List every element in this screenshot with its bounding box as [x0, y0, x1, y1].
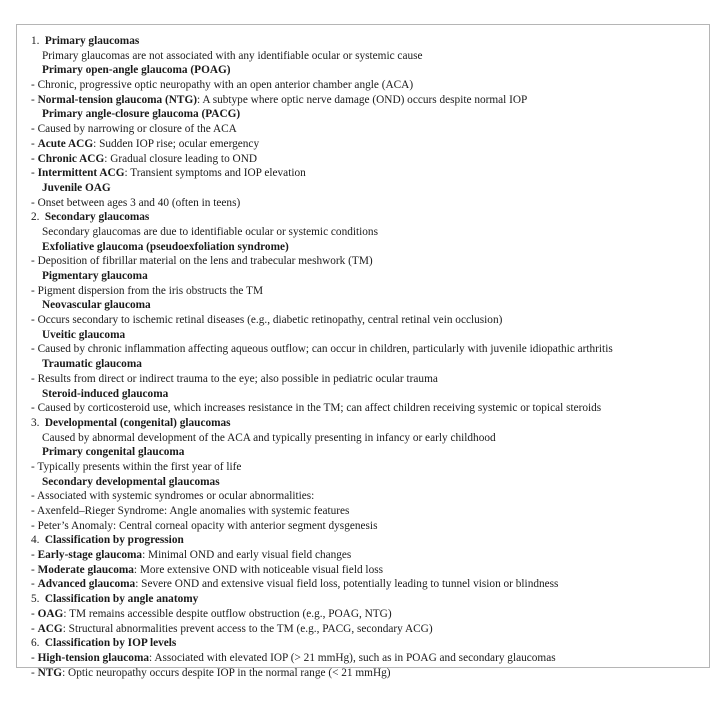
section-title: Classification by IOP levels	[44, 637, 177, 650]
list-item: - Chronic ACG: Gradual closure leading to OND	[31, 152, 258, 165]
item-term: Moderate glaucoma	[37, 563, 134, 576]
list-item: - Typically presents within the first year of life	[31, 460, 242, 473]
item-text: : Associated with elevated IOP (> 21 mmHg), such as in POAG and secondary glaucomas	[149, 651, 556, 664]
section-number: 1.	[31, 35, 40, 47]
item-term: Advanced glaucoma	[37, 578, 136, 591]
list-item: - Caused by corticosteroid use, which increases resistance in the TM; can affect children receiving systemic or topical steroids	[31, 402, 602, 415]
subheading: Uveitic glaucoma	[42, 328, 126, 341]
section-heading	[31, 636, 707, 651]
item-text: : TM remains accessible despite outflow obstruction (e.g., POAG, NTG)	[63, 607, 392, 620]
list-item: - Chronic, progressive optic neuropathy with an open anterior chamber angle (ACA)	[31, 79, 414, 92]
list-item: - OAG: TM remains accessible despite outflow obstruction (e.g., POAG, NTG)	[31, 607, 392, 620]
subheading: Primary open-angle glaucoma (POAG)	[42, 64, 231, 77]
section-title: Developmental (congenital) glaucomas	[44, 416, 231, 429]
list-item: - NTG: Optic neuropathy occurs despite IOP in the normal range (< 21 mmHg)	[31, 666, 391, 679]
list-item: - Deposition of fibrillar material on the lens and trabecular meshwork (TM)	[31, 255, 373, 268]
section-title: Secondary glaucomas	[44, 211, 150, 224]
subheading: Pigmentary glaucoma	[42, 270, 148, 282]
list-item: - Caused by chronic inflammation affecting aqueous outflow; can occur in children, particularly with juvenile idiopathic arthritis	[31, 343, 613, 356]
item-term: Chronic ACG	[37, 152, 105, 165]
list-item: - Caused by narrowing or closure of the ACA	[31, 123, 237, 136]
section-number: 2.	[31, 211, 40, 224]
section-description: Caused by abnormal development of the ACA and typically presenting in infancy or early childhood	[42, 431, 496, 444]
list-item: - Normal-tension glaucoma (NTG): A subtype where optic nerve damage (OND) occurs despite normal IOP	[31, 93, 528, 106]
item-text: : Minimal OND and early visual field changes	[142, 549, 352, 562]
item-term: Normal-tension glaucoma (NTG)	[37, 93, 197, 106]
subheading: Juvenile OAG	[42, 181, 111, 194]
item-term: Acute ACG	[37, 137, 94, 150]
subheading: Traumatic glaucoma	[42, 358, 142, 371]
subheading: Neovascular glaucoma	[42, 299, 151, 312]
section-number: 6.	[31, 637, 40, 650]
section-heading	[31, 34, 707, 49]
item-text: Deposition of fibrillar material on the lens and trabecular meshwork (TM)	[37, 255, 373, 268]
item-text: Caused by narrowing or closure of the ACA	[37, 123, 237, 136]
list-item: - ACG: Structural abnormalities prevent access to the TM (e.g., PACG, secondary ACG)	[31, 622, 433, 635]
list-item: - High-tension glaucoma: Associated with elevated IOP (> 21 mmHg), such as in POAG and secondary glaucomas	[31, 651, 556, 664]
item-text: : Optic neuropathy occurs despite IOP in the normal range (< 21 mmHg)	[62, 666, 391, 679]
item-text: : Severe OND and extensive visual field loss, potentially leading to tunnel vision or blindness	[135, 578, 559, 591]
subheading: Steroid-induced glaucoma	[42, 387, 169, 400]
section-description: Secondary glaucomas are due to identifiable ocular or systemic conditions	[42, 225, 378, 238]
item-text: Caused by corticosteroid use, which increases resistance in the TM; can affect children receiving systemic or topical steroids	[37, 402, 602, 415]
item-text: Results from direct or indirect trauma to the eye; also possible in pediatric ocular trauma	[37, 372, 438, 385]
item-text: Peter’s Anomaly: Central corneal opacity with anterior segment dysgenesis	[37, 519, 378, 532]
item-text: Occurs secondary to ischemic retinal diseases (e.g., diabetic retinopathy, central retinal vein occlusion)	[37, 314, 503, 327]
item-text: : More extensive OND with noticeable visual field loss	[133, 563, 384, 576]
list-item: - Pigment dispersion from the iris obstructs the TM	[31, 284, 263, 297]
subheading: Exfoliative glaucoma (pseudoexfoliation syndrome)	[42, 240, 289, 253]
item-text: Associated with systemic syndromes or ocular abnormalities:	[36, 490, 315, 503]
classification-box	[16, 24, 710, 679]
section-heading	[31, 533, 707, 548]
subheading: Primary congenital glaucoma	[42, 446, 185, 459]
section-number: 5.	[31, 593, 40, 606]
item-term: High-tension glaucoma	[37, 651, 150, 664]
section-title: Primary glaucomas	[44, 35, 140, 47]
item-text: Typically presents within the first year of life	[37, 460, 242, 473]
item-text: : A subtype where optic nerve damage (OND) occurs despite normal IOP	[197, 93, 528, 106]
item-text: : Structural abnormalities prevent access to the TM (e.g., PACG, secondary ACG)	[62, 622, 433, 635]
list-item: - Onset between ages 3 and 40 (often in teens)	[31, 196, 241, 209]
list-item: - Axenfeld–Rieger Syndrome: Angle anomalies with systemic features	[31, 505, 350, 517]
list-item: - Peter’s Anomaly: Central corneal opacity with anterior segment dysgenesis	[31, 519, 378, 532]
list-item: - Acute ACG: Sudden IOP rise; ocular emergency	[31, 137, 260, 150]
item-term: OAG	[37, 607, 64, 620]
section-heading	[31, 592, 707, 607]
list-item: - Advanced glaucoma: Severe OND and extensive visual field loss, potentially leading to tunnel vision or blindness	[31, 578, 559, 591]
subheading: Secondary developmental glaucomas	[42, 475, 220, 488]
section-title: Classification by progression	[44, 534, 184, 547]
item-text: : Sudden IOP rise; ocular emergency	[93, 137, 260, 150]
item-text: Pigment dispersion from the iris obstructs the TM	[37, 284, 263, 297]
section-heading	[31, 416, 707, 431]
section-description: Primary glaucomas are not associated with any identifiable ocular or systemic cause	[42, 49, 423, 62]
list-item: - Occurs secondary to ischemic retinal diseases (e.g., diabetic retinopathy, central retinal vein occlusion)	[31, 314, 503, 327]
item-text: Axenfeld–Rieger Syndrome: Angle anomalies with systemic features	[36, 505, 350, 517]
section-number: 4.	[31, 534, 40, 547]
list-item: - Associated with systemic syndromes or ocular abnormalities:	[31, 490, 315, 503]
item-term: NTG	[37, 666, 63, 679]
item-term: Early-stage glaucoma	[37, 549, 143, 562]
list-item: - Moderate glaucoma: More extensive OND with noticeable visual field loss	[31, 563, 384, 576]
section-heading	[31, 210, 707, 225]
list-item: - Results from direct or indirect trauma to the eye; also possible in pediatric ocular trauma	[31, 372, 438, 385]
item-term: ACG	[37, 622, 63, 635]
classification-list	[31, 34, 707, 680]
item-text: Chronic, progressive optic neuropathy with an open anterior chamber angle (ACA)	[37, 79, 414, 92]
item-text: Caused by chronic inflammation affecting aqueous outflow; can occur in children, particularly with juvenile idiopathic arthritis	[37, 343, 613, 356]
subheading: Primary angle-closure glaucoma (PACG)	[42, 108, 241, 121]
item-text: : Transient symptoms and IOP elevation	[124, 167, 306, 180]
section-number: 3.	[31, 416, 40, 429]
item-text: : Gradual closure leading to OND	[104, 152, 258, 165]
section-title: Classification by angle anatomy	[44, 593, 199, 606]
item-text: Onset between ages 3 and 40 (often in teens)	[37, 196, 241, 209]
list-item: - Intermittent ACG: Transient symptoms and IOP elevation	[31, 167, 306, 180]
item-term: Intermittent ACG	[37, 167, 125, 180]
list-item: - Early-stage glaucoma: Minimal OND and early visual field changes	[31, 549, 352, 562]
